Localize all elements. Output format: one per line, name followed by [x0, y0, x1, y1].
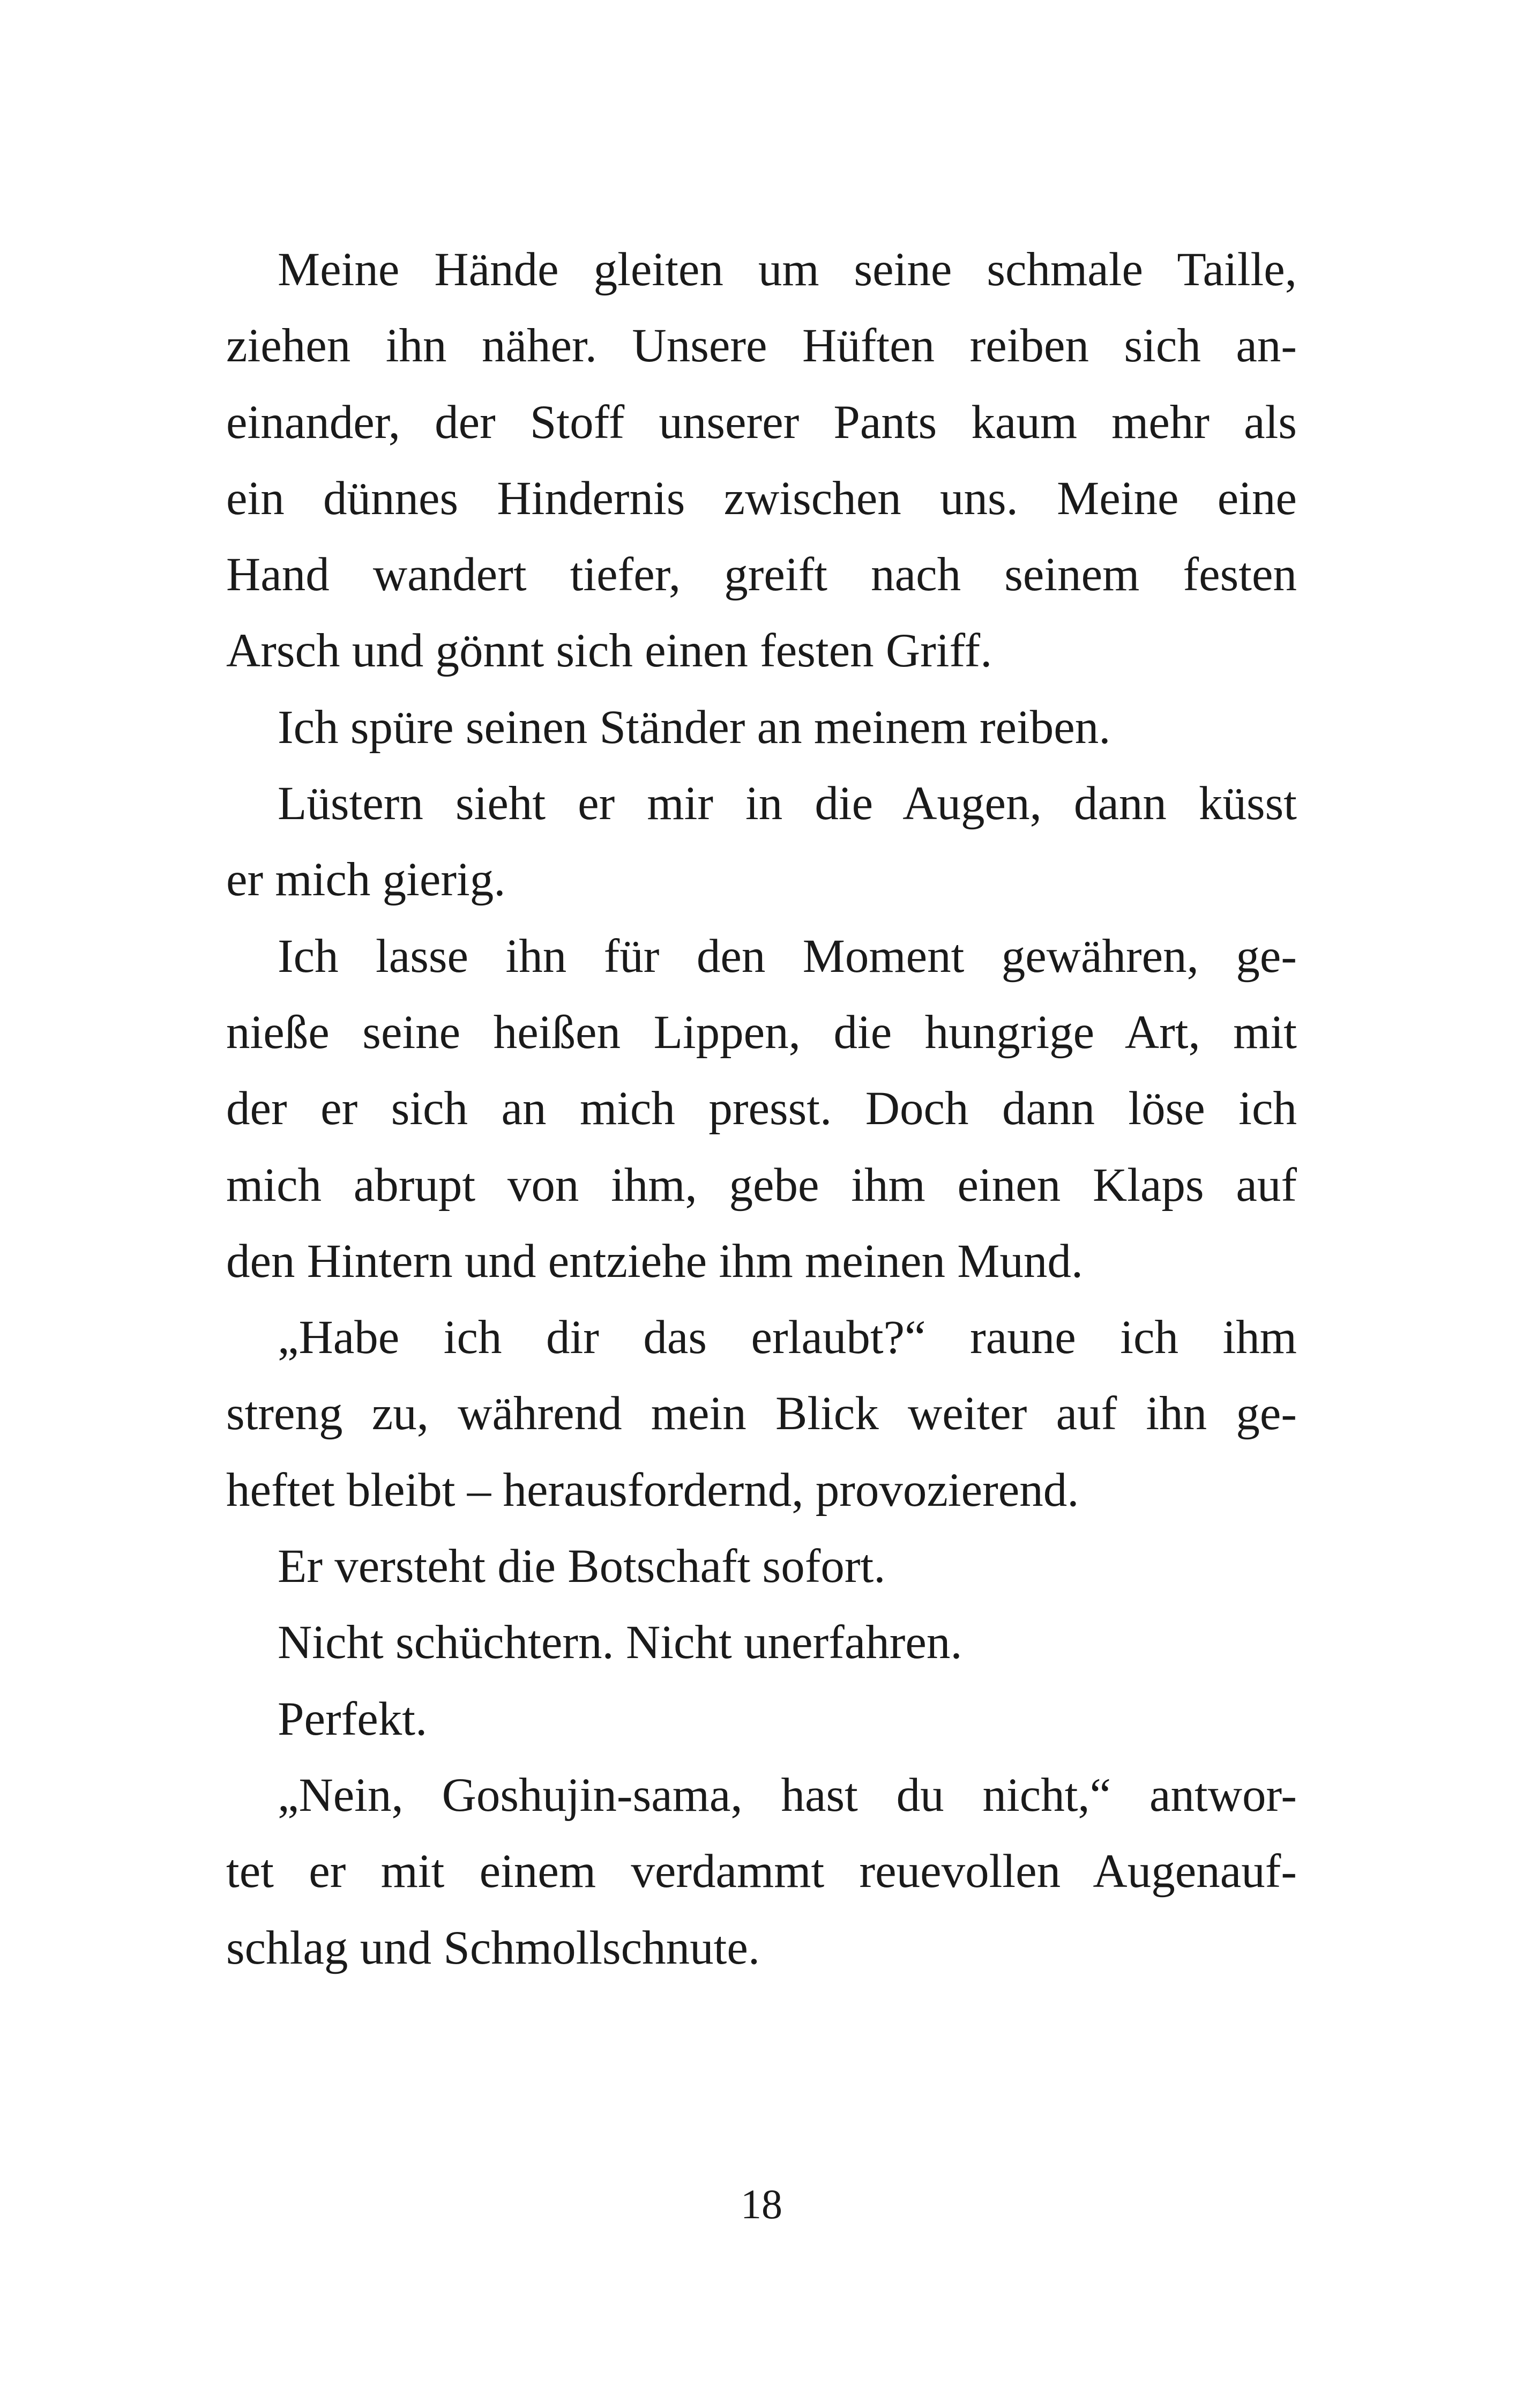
text-line: Hand wandert tiefer, greift nach seinem festen	[226, 548, 1297, 601]
text-line: heftet bleibt – herausfordernd, provozierend.	[226, 1463, 1079, 1517]
text-line: Ich spüre seinen Ständer an meinem reiben.	[278, 701, 1111, 754]
text-line: Meine Hände gleiten um seine schmale Taille,	[278, 243, 1297, 296]
text-line: mich abrupt von ihm, gebe ihm einen Klaps auf	[226, 1158, 1297, 1212]
text-line: schlag und Schmollschnute.	[226, 1921, 760, 1974]
text-line: Perfekt.	[278, 1692, 428, 1745]
text-line: Er versteht die Botschaft sofort.	[278, 1540, 886, 1593]
text-line: Arsch und gönnt sich einen festen Griff.	[226, 625, 992, 678]
body-text	[226, 232, 1297, 1986]
text-line: „Habe ich dir das erlaubt?“ raune ich ihm	[278, 1311, 1297, 1364]
text-line: den Hintern und entziehe ihm meinen Mund.	[226, 1235, 1084, 1288]
text-line: tet er mit einem verdammt reuevollen Augenauf-	[226, 1845, 1297, 1898]
text-line: einander, der Stoff unserer Pants kaum mehr als	[226, 396, 1297, 449]
text-line: Ich lasse ihn für den Moment gewähren, ge-	[278, 930, 1297, 983]
text-line: streng zu, während mein Blick weiter auf ihn ge-	[226, 1387, 1297, 1440]
text-line: er mich gierig.	[226, 853, 506, 906]
text-line: Lüstern sieht er mir in die Augen, dann küsst	[278, 777, 1297, 830]
text-line: Nicht schüchtern. Nicht unerfahren.	[278, 1616, 962, 1669]
text-line: nieße seine heißen Lippen, die hungrige Art, mit	[226, 1006, 1297, 1059]
text-line: der er sich an mich presst. Doch dann löse ich	[226, 1082, 1297, 1135]
text-line: „Nein, Goshujin-sama, hast du nicht,“ antwor-	[278, 1768, 1297, 1822]
text-line: ziehen ihn näher. Unsere Hüften reiben sich an-	[226, 319, 1297, 373]
page-number: 18	[741, 2181, 782, 2227]
text-line: ein dünnes Hindernis zwischen uns. Meine eine	[226, 472, 1297, 525]
